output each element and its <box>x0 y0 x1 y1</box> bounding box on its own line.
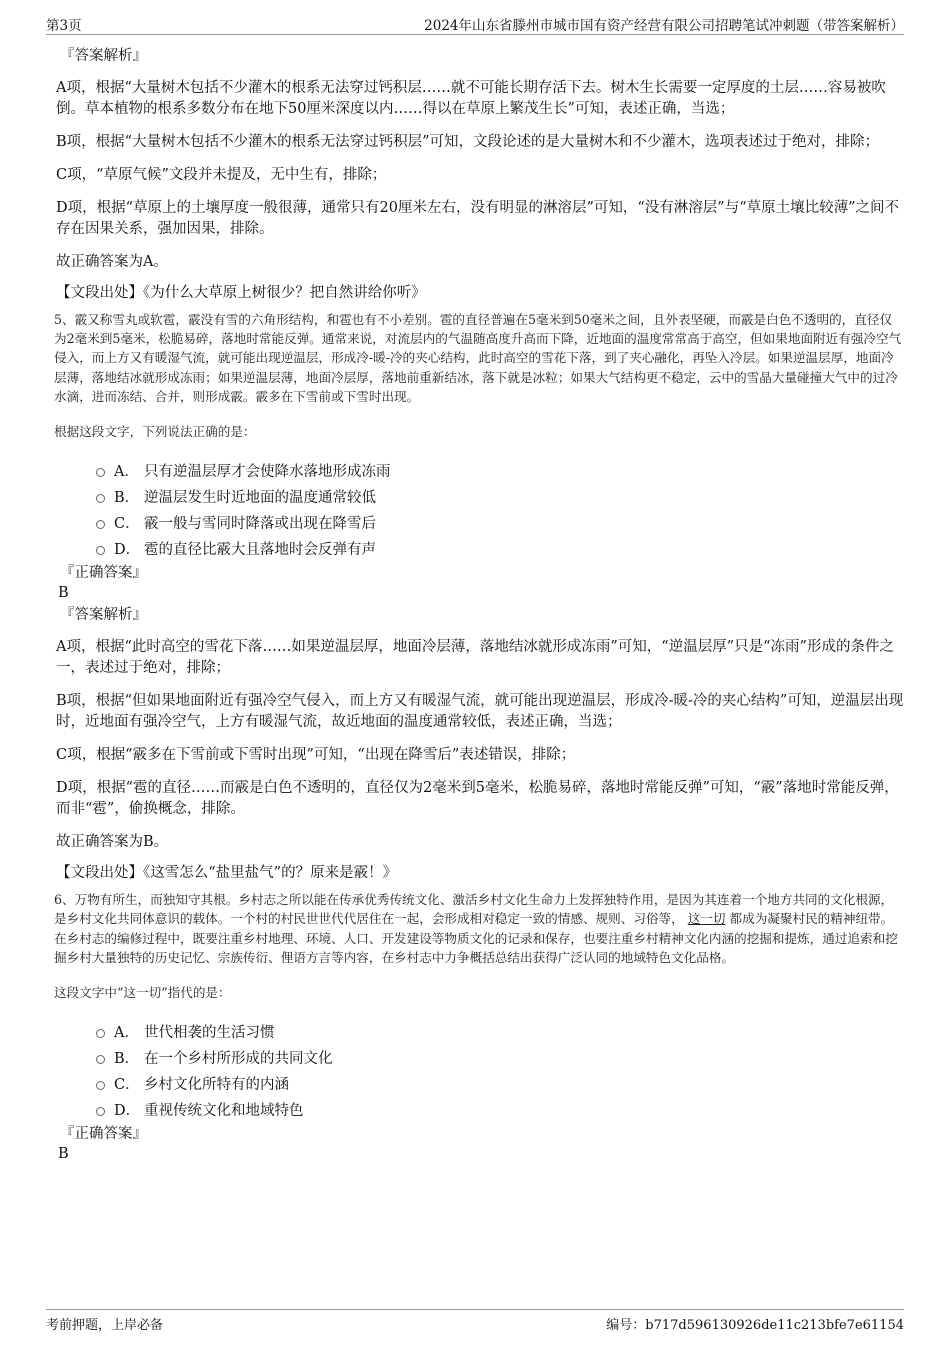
q5-explain-b: B项，根据“但如果地面附近有强冷空气侵入，而上方又有暖湿气流，就可能出现逆温层，形成冷-暖-冷的夹心结构”可知，逆温层出现时，近地面有强冷空气，上方有暖湿气流，故近地面的温度通常较低，表述正确，当选； <box>56 693 904 731</box>
q4-explain-d: D项，根据“草原上的土壤厚度一般很薄，通常只有20厘米左右，没有明显的淋溶层”可知，“没有淋溶层”与“草原土壤比较薄”之间不存在因果关系，强加因果，排除。 <box>56 200 900 237</box>
underlined-phrase: 这一切 <box>687 911 726 927</box>
q5-question: 根据这段文字，下列说法正确的是： <box>54 424 256 440</box>
footer-slogan: 考前押题，上岸必备 <box>46 1318 164 1333</box>
q6-option-d[interactable]: D． 重视传统文化和地域特色 <box>96 1096 904 1122</box>
q6-stem: 6、万物有所生，而独知守其根。乡村志之所以能在传承优秀传统文化、激活乡村文化生命力上发挥独特作用，是因为其连着一个地方共同的文化根源，是乡村文化共同体意识的载体。一个村的村民世世代代居住在一起，会形成相对稳定一致的情感、规则、习俗等， 这一切 都成为凝聚村民的精神纽带。在乡村志的编修过程中，既要注重乡村地理、环境、人口、开发建设等物质文化的记录和保存，也要注重乡村精神文化内涵的挖掘和提炼，通过追索和挖掘乡村大量独特的历史记忆、宗族传衍、俚语方言等内容，在乡村志中力争概括总结出获得广泛认同的地域特色文化品格。 <box>54 892 898 965</box>
q5-source: 【文段出处】《这雪怎么“盐里盐气”的？原来是霰！》 <box>56 865 398 882</box>
radio-button[interactable] <box>96 1029 105 1038</box>
q5-explain-c: C项，根据“霰多在下雪前或下雪时出现”可知，“出现在降雪后”表述错误，排除； <box>56 747 576 764</box>
q5-answer-label: 『正确答案』 <box>60 565 147 582</box>
q5-explain-d: D项，根据“雹的直径……而霰是白色不透明的，直径仅为2毫米到5毫米，松脆易碎，落地时常能反弹”可知，“霰”落地时常能反弹，而非“雹”，偷换概念，排除。 <box>56 780 899 818</box>
q6-answer-label: 『正确答案』 <box>60 1126 147 1143</box>
q4-explain-b: B项，根据“大量树木包括不少灌木的根系无法穿过钙积层”可知，文段论述的是大量树木和不少灌木，选项表述过于绝对，排除； <box>56 134 879 150</box>
document-id: 编号：b717d596130926de11c213bfe7e61154 <box>606 1318 904 1333</box>
q5-explain-a: A项，根据“此时高空的雪花下落……如果逆温层厚，地面冷层薄，落地结冰就形成冻雨”可知，“逆温层厚”只是“冻雨”形成的条件之一，表述过于绝对，排除； <box>56 639 894 677</box>
q4-conclusion: 故正确答案为A。 <box>56 254 168 270</box>
radio-button[interactable] <box>96 546 105 555</box>
q6-question: 这段文字中“这一切”指代的是： <box>54 985 231 1001</box>
q5-explain-label: 『答案解析』 <box>60 607 147 624</box>
document-title: 2024年山东省滕州市城市国有资产经营有限公司招聘笔试冲刺题（带答案解析） <box>424 18 904 34</box>
q5-options <box>56 457 904 561</box>
q5-option-c[interactable]: C． 霰一般与雪同时降落或出现在降雪后 <box>96 509 904 535</box>
page-number: 第3页 <box>46 18 82 34</box>
q4-source: 【文段出处】《为什么大草原上树很少？把自然讲给你听》 <box>56 285 426 301</box>
page-header <box>46 12 904 35</box>
page-footer <box>46 1309 904 1333</box>
radio-button[interactable] <box>96 494 105 503</box>
radio-button[interactable] <box>96 1107 105 1116</box>
q6-options <box>56 1018 904 1122</box>
radio-button[interactable] <box>96 1081 105 1090</box>
q5-option-a[interactable]: A． 只有逆温层厚才会使降水落地形成冻雨 <box>96 457 904 483</box>
radio-button[interactable] <box>96 468 105 477</box>
page-content <box>56 46 904 1164</box>
q6-option-a[interactable]: A． 世代相袭的生活习惯 <box>96 1018 904 1044</box>
q4-explain-c: C项，“草原气候”文段并未提及，无中生有，排除； <box>56 167 387 183</box>
q6-option-c[interactable]: C． 乡村文化所特有的内涵 <box>96 1070 904 1096</box>
q5-answer: B <box>58 585 69 602</box>
q5-option-d[interactable]: D． 雹的直径比霰大且落地时会反弹有声 <box>96 535 904 561</box>
radio-button[interactable] <box>96 1055 105 1064</box>
q5-stem: 5、霰又称雪丸或软雹，霰没有雪的六角形结构，和雹也有不小差别。雹的直径普遍在5毫米到50毫米之间，且外表坚硬，而霰是白色不透明的，直径仅为2毫米到5毫米，松脆易碎，落地时常能反弹。通常来说，对流层内的气温随高度升高而下降，近地面的温度常常高于高空，但如果地面附近有强冷空气侵入，而上方又有暖湿气流，就可能出现逆温层，形成冷-暖-冷的夹心结构，此时高空的雪花下落，到了夹心融化，再坠入冷层。如果逆温层厚，地面冷层薄，落地结冰就形成冻雨；如果逆温层薄，地面冷层厚，落地前重新结冰，落下就是冰粒；如果大气结构更不稳定，云中的雪晶大量碰撞大气中的过冷水滴，进而冻结、合并，则形成霰。霰多在下雪前或下雪时出现。 <box>54 312 902 404</box>
q4-explain-a: A项，根据“大量树木包括不少灌木的根系无法穿过钙积层……就不可能长期存活下去。树木生长需要一定厚度的土层……容易被吹倒。草本植物的根系多数分布在地下50厘米深度以内……得以在草原上繁茂生长”可知，表述正确，当选； <box>56 80 886 117</box>
q6-option-b[interactable]: B． 在一个乡村所形成的共同文化 <box>96 1044 904 1070</box>
q4-explain-label: 『答案解析』 <box>60 48 147 64</box>
q5-conclusion: 故正确答案为B。 <box>56 834 169 851</box>
q5-option-b[interactable]: B． 逆温层发生时近地面的温度通常较低 <box>96 483 904 509</box>
q6-answer: B <box>58 1146 69 1163</box>
radio-button[interactable] <box>96 520 105 529</box>
